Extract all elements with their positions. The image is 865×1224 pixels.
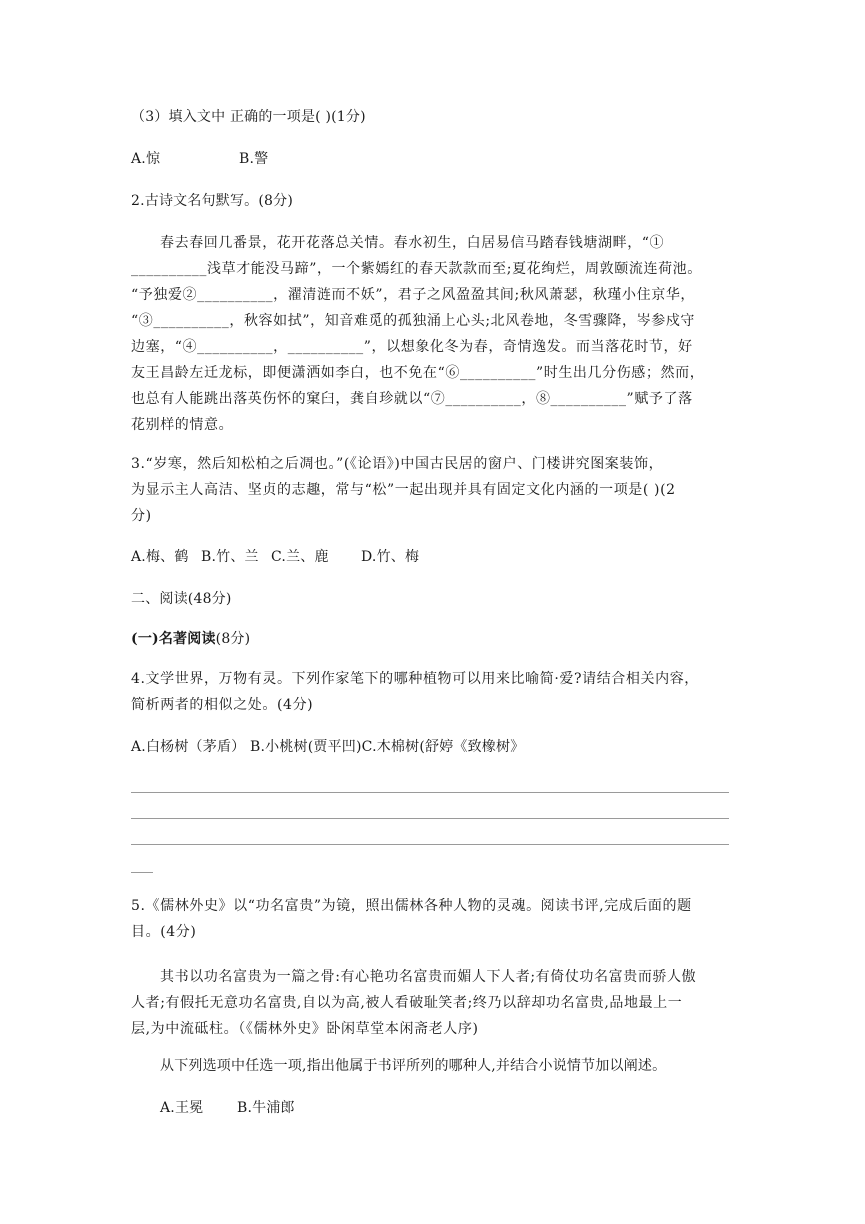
- question-line: 为显示主人高洁、坚贞的志趣，常与“松”一起出现并具有固定文化内涵的一项是( )(2: [131, 482, 676, 498]
- option-a: A.王冕: [160, 1100, 204, 1116]
- question-line: 目。(4分): [131, 924, 197, 940]
- question-5-quote: [131, 964, 731, 1042]
- option-c: C.兰、鹿: [271, 549, 329, 565]
- quote-line: 层,为中流砥柱。（《儒林外史》卧闲草堂本闲斋老人序): [131, 1021, 479, 1037]
- question-line: 5.《儒林外史》以“功名富贵”为镜，照出儒林各种人物的灵魂。阅读书评,完成后面的题: [131, 898, 692, 914]
- question-5-instruction: 从下列选项中任选一项,指出他属于书评所列的哪种人,并结合小说情节加以阐述。: [160, 1058, 667, 1074]
- section-2-subtitle: [131, 629, 731, 649]
- passage-line: “予独爱②__________，濯清涟而不妖”，君子之风盈盈其间;秋风萧瑟，秋瑾小住京华，: [131, 287, 696, 303]
- option-a: A.梅、鹤: [131, 549, 189, 565]
- option-b: B.牛浦郎: [237, 1100, 295, 1116]
- question-line: 分): [131, 508, 152, 524]
- passage-line: “③__________，秋容如拭”，知音难觅的孤独涌上心头;北风卷地，冬雪骤降，岑参戍守: [131, 313, 696, 329]
- question-line: 3.“岁寒，然后知松柏之后凋也。”(《论语》)中国古民居的窗户、门楼讲究图案装饰，: [131, 456, 664, 472]
- question-line: 4.文学世界，万物有灵。下列作家笔下的哪种植物可以用来比喻简·爱?请结合相关内容，: [131, 671, 699, 687]
- passage-line: __________浅草才能没马蹄”，一个紫嫣红的春天款款而至;夏花绚烂，周敦颐流连荷池。: [131, 261, 702, 277]
- option-b: B.警: [239, 151, 269, 167]
- question-3-sub-options: [131, 149, 731, 169]
- passage-line: 边塞，“④__________，__________”，以想象化冬为春，奇情逸发。而当落花时节，好: [131, 339, 693, 355]
- passage-line: 友王昌龄左迁龙标，即便潇洒如李白，也不免在“⑥__________”时生出几分伤感；然而，: [131, 365, 705, 381]
- passage-line: 也总有人能跳出落英伤怀的窠臼，龚自珍就以“⑦__________，⑧__________”赋予了落: [131, 391, 693, 407]
- answer-line: [131, 792, 729, 793]
- answer-line: [131, 872, 153, 873]
- question-2-title: 2.古诗文名句默写。(8分): [131, 193, 293, 209]
- question-4: [131, 666, 731, 718]
- section-2-title: 二、阅读(48分): [131, 591, 232, 607]
- question-line: 简析两者的相似之处。(4分): [131, 697, 314, 713]
- subtitle-score: (8分): [215, 631, 251, 647]
- question-3: [131, 451, 731, 529]
- option-d: D.竹、梅: [361, 549, 420, 565]
- question-4-options: A.白杨树（茅盾） B.小桃树(贾平凹)C.木棉树(舒婷《致橡树》: [131, 739, 525, 755]
- option-b: B.竹、兰: [201, 549, 259, 565]
- passage-line: 花别样的情意。: [131, 417, 234, 433]
- question-2-passage: [131, 230, 731, 438]
- quote-line: 其书以功名富贵为一篇之骨:有心艳功名富贵而媚人下人者;有倚仗功名富贵而骄人傲: [160, 969, 697, 985]
- question-5: [131, 893, 731, 945]
- option-a: A.惊: [131, 151, 161, 167]
- passage-line: 春去春回几番景，花开花落总关情。春水初生，白居易信马踏春钱塘湖畔，“①: [160, 235, 665, 251]
- question-3-sub-prompt: （3）填入文中 正确的一项是( )(1分): [131, 109, 366, 125]
- answer-line: [131, 818, 729, 819]
- subtitle-bold: (一)名著阅读: [131, 631, 216, 647]
- answer-line: [131, 844, 729, 845]
- quote-line: 人者;有假托无意功名富贵,自以为高,被人看破耻笑者;终乃以辞却功名富贵,品地最上一: [131, 995, 683, 1011]
- question-5-options: [160, 1098, 760, 1118]
- question-3-options: [131, 547, 731, 567]
